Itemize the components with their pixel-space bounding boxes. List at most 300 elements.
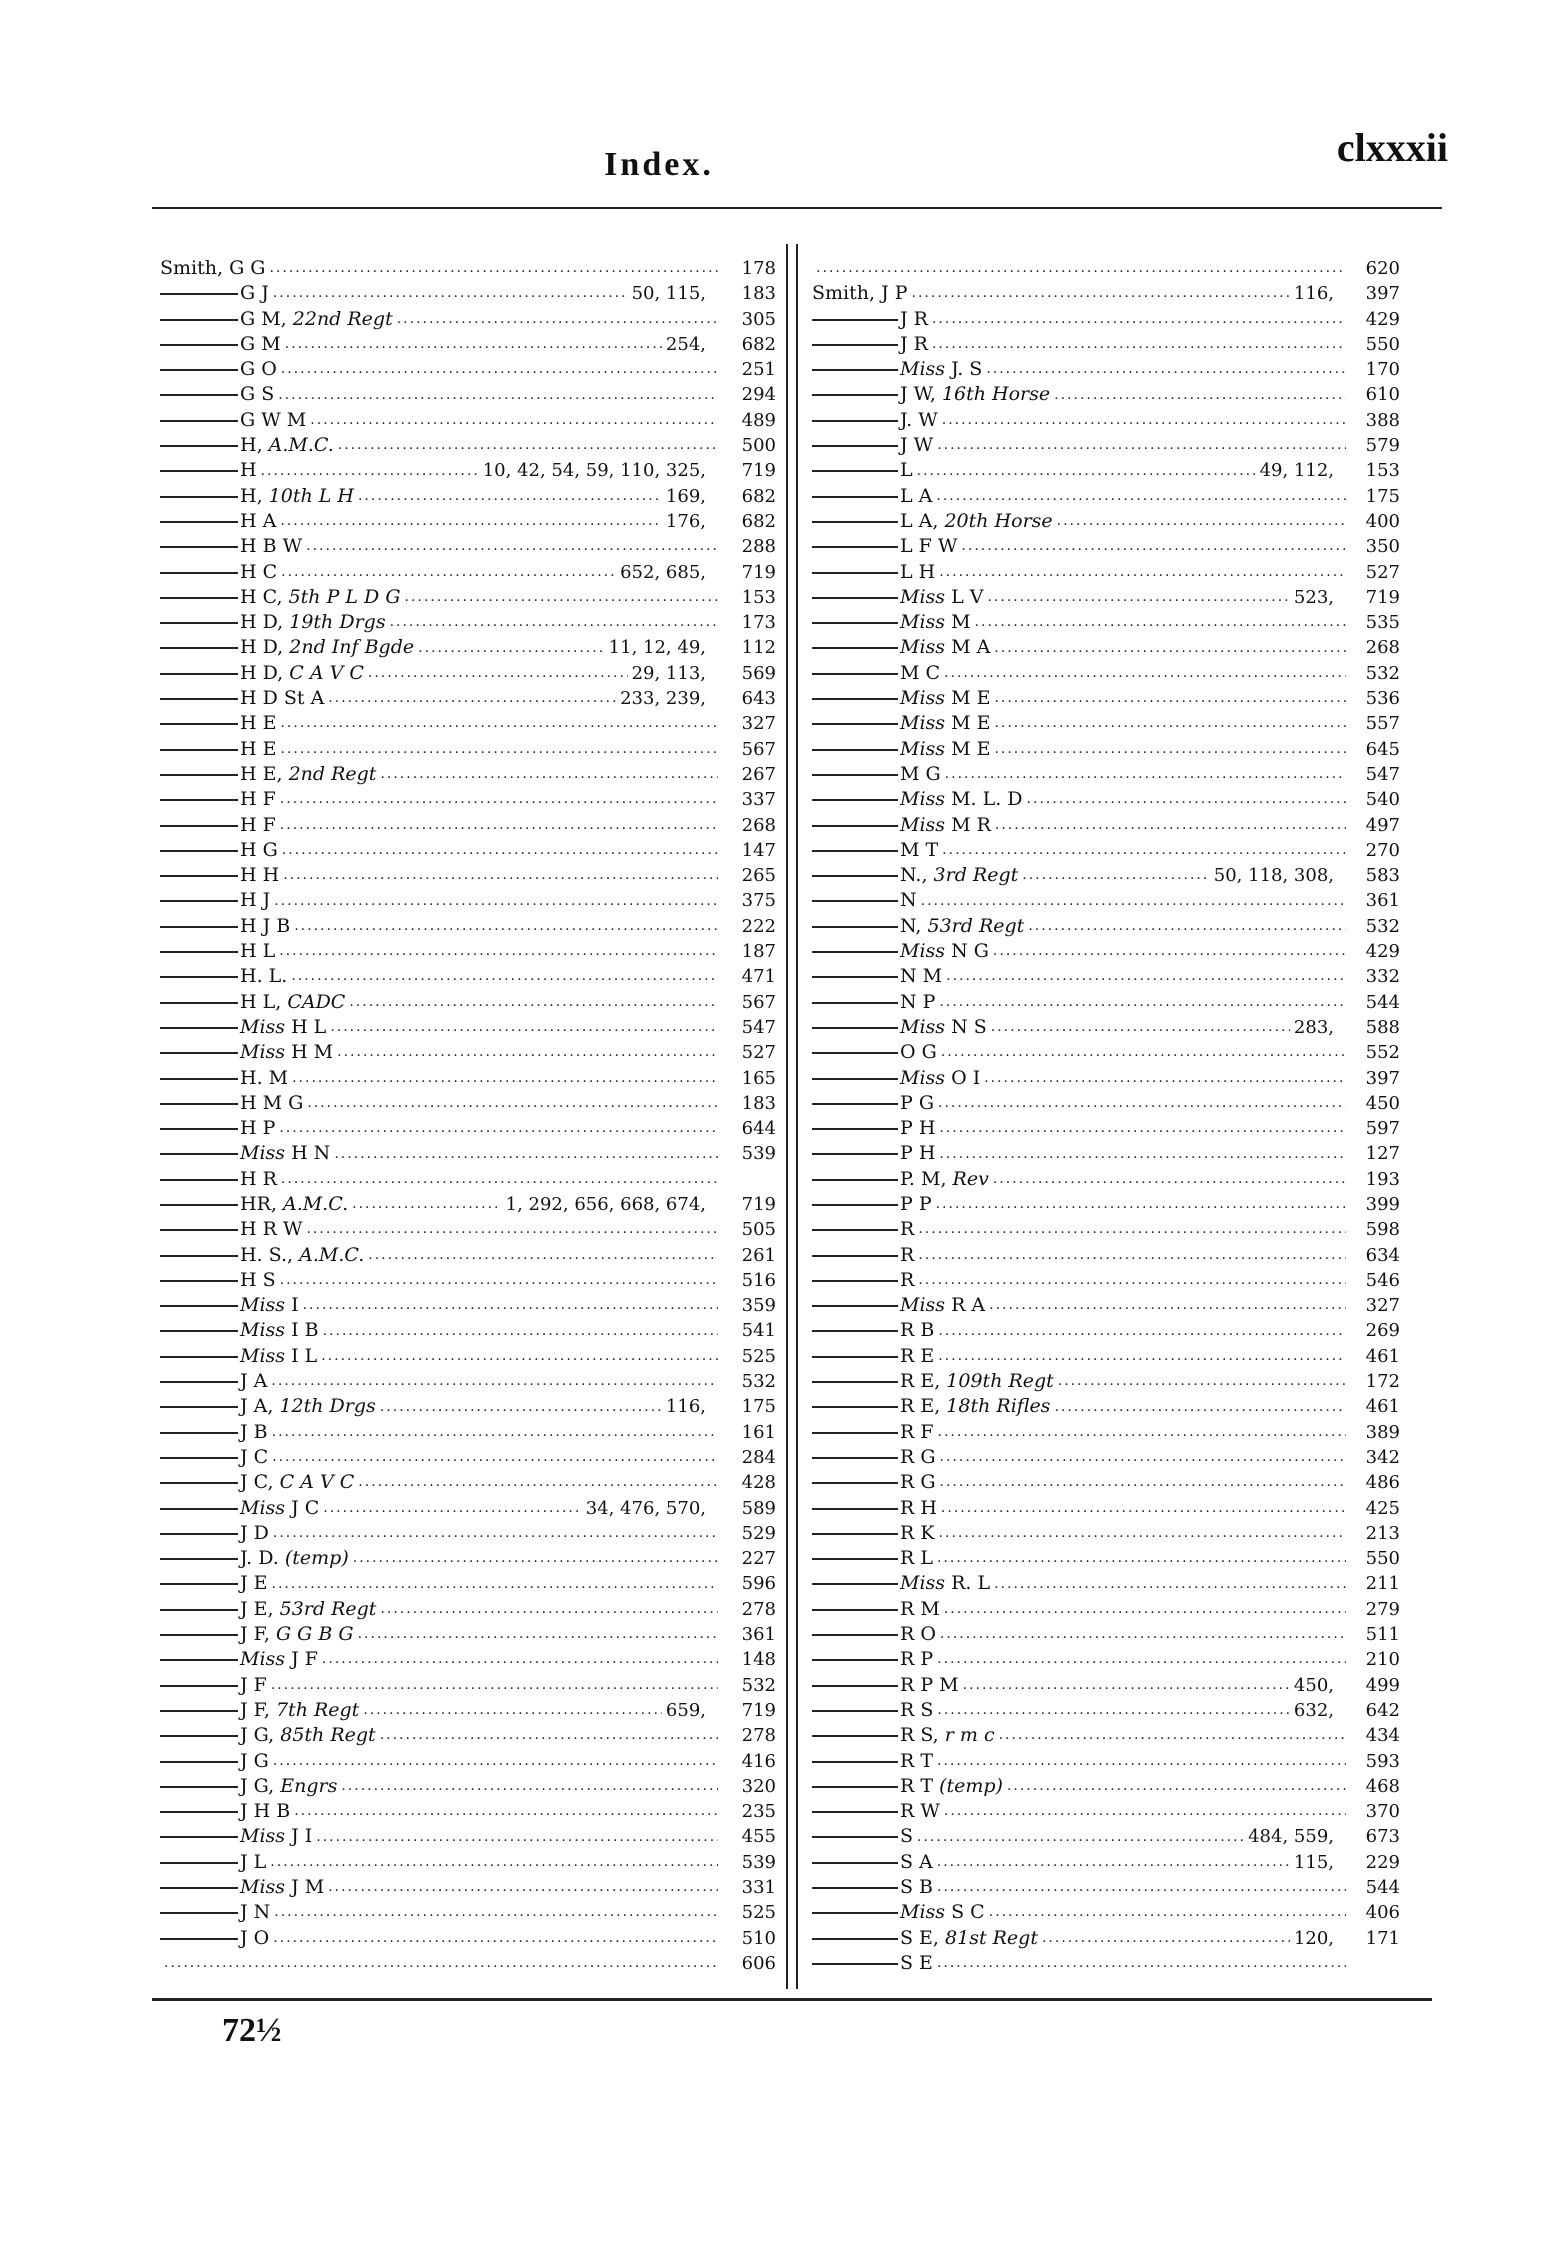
given-initials: R W (900, 1800, 940, 1823)
entry-name (160, 711, 276, 736)
page-references: 659, (665, 1699, 706, 1721)
ditto-dash (160, 1786, 238, 1788)
dot-leader (944, 1799, 1346, 1824)
entry-name (812, 1673, 959, 1698)
ditto-dash (812, 1330, 898, 1332)
ditto-dash (812, 976, 898, 978)
entry-name (160, 1040, 333, 1065)
ditto-dash (160, 1128, 238, 1130)
page-number: 455 (741, 1826, 776, 1848)
page-number: 342 (1365, 1446, 1400, 1468)
given-initials: J F (240, 1673, 267, 1696)
page-number: 388 (1365, 409, 1400, 431)
index-entry (160, 484, 776, 509)
ditto-dash (812, 1457, 898, 1459)
entry-name (160, 686, 324, 711)
page-number: 682 (741, 510, 776, 532)
ditto-dash (160, 293, 238, 295)
ditto-dash (812, 1508, 898, 1510)
dot-leader (341, 1774, 718, 1799)
page-references: 1, 292, 656, 668, 674, (505, 1193, 706, 1215)
page-number: 516 (741, 1269, 776, 1291)
dot-leader (278, 383, 718, 408)
dot-leader (294, 914, 718, 939)
entry-name (812, 1622, 936, 1647)
given-initials: R S (900, 1698, 934, 1721)
page-number: 161 (741, 1421, 776, 1443)
ditto-dash (160, 1811, 238, 1813)
given-initials: R M (900, 1597, 940, 1620)
dot-leader (941, 1496, 1346, 1521)
page-number: 320 (741, 1775, 776, 1797)
page-number: 500 (741, 435, 776, 457)
page-number: 359 (741, 1295, 776, 1317)
given-initials: L (900, 459, 913, 482)
entry-name (812, 1217, 914, 1242)
entry-name (160, 1192, 348, 1217)
dot-leader (993, 939, 1346, 964)
unit-qualifier: C A V C (279, 1471, 355, 1494)
dot-leader (310, 408, 718, 433)
given-initials: M E (951, 712, 991, 735)
ditto-dash (812, 1128, 898, 1130)
given-initials: J R (900, 307, 928, 330)
dot-leader (380, 1597, 718, 1622)
title-miss: Miss (900, 1901, 952, 1924)
ditto-dash (160, 1204, 238, 1206)
dot-leader (280, 1268, 718, 1293)
ditto-dash (160, 723, 238, 725)
ditto-dash (160, 1685, 238, 1687)
signature-mark: 72½ (222, 2012, 282, 2049)
page-number: 547 (1365, 763, 1400, 785)
page-number: 165 (741, 1067, 776, 1089)
page-number: 673 (1365, 1826, 1400, 1848)
dot-leader (941, 1040, 1346, 1065)
ditto-dash (160, 1179, 238, 1181)
ditto-dash (812, 1735, 898, 1737)
given-initials: M T (900, 838, 939, 861)
ditto-dash (160, 1583, 238, 1585)
entry-name (812, 1521, 935, 1546)
given-initials: I (291, 1294, 299, 1317)
ditto-dash (812, 749, 898, 751)
entry-name (812, 1749, 933, 1774)
given-initials: H B W (240, 535, 303, 558)
given-initials: G W M (240, 408, 307, 431)
page-number: 596 (741, 1573, 776, 1595)
index-entry (160, 610, 776, 635)
title-miss: Miss (900, 788, 952, 811)
entry-name (160, 1546, 349, 1571)
given-initials: H F (240, 813, 276, 836)
ditto-dash (812, 470, 898, 472)
dot-leader (363, 1698, 662, 1723)
index-entry (812, 585, 1400, 610)
unit-qualifier: 53rd Regt (279, 1597, 377, 1620)
given-initials: J A, (240, 1395, 280, 1418)
index-entry (160, 256, 776, 281)
page-number: 645 (1365, 738, 1400, 760)
unit-qualifier: 53rd Regt (927, 914, 1025, 937)
given-initials: I L (291, 1344, 318, 1367)
given-initials: J C (291, 1496, 320, 1519)
unit-qualifier: 18th Rifles (946, 1395, 1051, 1418)
page-number: 284 (741, 1446, 776, 1468)
entry-name (812, 661, 940, 686)
dot-leader (353, 1546, 718, 1571)
index-entry (160, 787, 776, 812)
given-initials: S B (900, 1876, 934, 1898)
ditto-dash (160, 976, 238, 978)
ditto-dash (812, 1862, 898, 1864)
given-initials: H E (240, 737, 277, 760)
page-references: 450, (1293, 1674, 1334, 1696)
title-miss: Miss (900, 585, 952, 608)
entry-name (812, 737, 990, 762)
ditto-dash (160, 1381, 238, 1383)
entry-name (160, 737, 276, 762)
ditto-dash (160, 445, 238, 447)
entry-name (812, 787, 1023, 812)
ditto-dash (160, 394, 238, 396)
entry-name (160, 1521, 269, 1546)
dot-leader (937, 1698, 1290, 1723)
entry-name (812, 711, 990, 736)
index-entry (812, 1040, 1400, 1065)
index-entry (812, 281, 1400, 306)
ditto-dash (160, 875, 238, 877)
given-initials: N, (900, 914, 928, 937)
dot-leader (368, 661, 628, 686)
dot-leader (917, 1825, 1244, 1850)
dot-leader (358, 1622, 718, 1647)
page-number: 620 (1365, 258, 1400, 279)
entry-name (160, 1723, 376, 1748)
dot-leader (937, 1850, 1290, 1875)
title-miss: Miss (240, 1142, 292, 1165)
entry-name (812, 888, 917, 913)
page-references: 176, (665, 510, 706, 532)
ditto-dash (812, 723, 898, 725)
dot-leader (330, 1015, 718, 1040)
entry-name (160, 458, 257, 483)
dot-leader (292, 1066, 718, 1091)
dot-leader (164, 1951, 718, 1976)
dot-leader (306, 1217, 718, 1242)
entry-name (812, 1774, 1003, 1799)
given-initials: H. M (240, 1066, 289, 1089)
ditto-dash (812, 1659, 898, 1661)
title-miss: Miss (900, 636, 952, 659)
entry-name (160, 990, 345, 1015)
given-initials: J I (291, 1825, 313, 1848)
page-number: 579 (1365, 435, 1400, 457)
dot-leader (995, 813, 1346, 838)
page-number: 361 (1365, 890, 1400, 912)
page-number: 429 (1365, 308, 1400, 330)
index-entry (812, 1900, 1400, 1925)
title-miss: Miss (240, 1496, 292, 1519)
dot-leader (352, 1192, 502, 1217)
index-entry (160, 1875, 776, 1900)
given-initials: R A (951, 1294, 986, 1317)
entry-name (812, 560, 935, 585)
index-entry (160, 1850, 776, 1875)
entry-name (812, 914, 1024, 939)
page-number: 416 (741, 1750, 776, 1772)
surname: Smith, (160, 257, 230, 279)
index-entry (812, 762, 1400, 787)
page-number: 279 (1365, 1598, 1400, 1620)
page-number: 527 (1365, 561, 1400, 583)
ditto-dash (160, 1457, 238, 1459)
page-number: 227 (741, 1548, 776, 1570)
ditto-dash (160, 470, 238, 472)
given-initials: H C, (240, 585, 289, 608)
ditto-dash (160, 1027, 238, 1029)
index-entry (160, 1268, 776, 1293)
index-entry (160, 838, 776, 863)
given-initials: H H (240, 864, 280, 887)
ditto-dash (160, 546, 238, 548)
page-number: 486 (1365, 1472, 1400, 1494)
given-initials: J. S (951, 358, 983, 381)
entry-name (812, 610, 971, 635)
entry-name (160, 939, 275, 964)
page-references: 115, (1293, 1851, 1334, 1873)
page-number: 172 (1365, 1371, 1400, 1393)
page-number: 634 (1365, 1244, 1400, 1266)
entry-name (812, 534, 957, 559)
dot-leader (944, 661, 1346, 686)
dot-leader (281, 1167, 718, 1192)
unit-qualifier: C A V C (289, 661, 364, 684)
dot-leader (963, 1673, 1290, 1698)
given-initials: H L, (240, 990, 288, 1013)
dot-leader (940, 1445, 1346, 1470)
page-number-roman: clxxxii (1336, 125, 1448, 170)
entry-name (160, 610, 386, 635)
given-initials: R T (900, 1749, 934, 1772)
given-initials: H R (240, 1167, 277, 1190)
index-entry (812, 534, 1400, 559)
page-number: 546 (1365, 1269, 1400, 1291)
page-number: 511 (1365, 1624, 1400, 1646)
ditto-dash (812, 1558, 898, 1560)
page-number: 471 (741, 966, 776, 988)
ditto-dash (160, 1508, 238, 1510)
unit-qualifier: 85th Regt (280, 1724, 376, 1747)
dot-leader (307, 1091, 718, 1116)
index-entry (160, 1040, 776, 1065)
index-entry (160, 1141, 776, 1166)
page-number: 598 (1365, 1219, 1400, 1241)
entry-name (812, 1875, 933, 1900)
index-entry (812, 1167, 1400, 1192)
index-entry (812, 1445, 1400, 1470)
page-number: 610 (1365, 384, 1400, 406)
entry-name (812, 990, 935, 1015)
dot-leader (989, 1900, 1346, 1925)
index-entry (160, 1749, 776, 1774)
entry-name (160, 332, 281, 357)
ditto-dash (812, 1027, 898, 1029)
given-initials: M R (951, 813, 991, 836)
dot-leader (986, 357, 1346, 382)
given-initials: J L (240, 1850, 267, 1873)
page-number: 268 (741, 814, 776, 836)
page-number: 425 (1365, 1497, 1400, 1519)
ditto-dash (160, 1153, 238, 1155)
ditto-dash (160, 1887, 238, 1889)
index-heading: Index. (604, 146, 714, 183)
index-entry (160, 382, 776, 407)
page-references: 254, (665, 333, 706, 355)
index-entry (812, 1875, 1400, 1900)
index-entry (812, 1420, 1400, 1445)
dot-leader (280, 737, 718, 762)
ditto-dash (160, 951, 238, 953)
given-initials: M. L. D (951, 788, 1023, 811)
page-number: 171 (1365, 1927, 1400, 1949)
ditto-dash (160, 1280, 238, 1282)
ditto-dash (812, 1836, 898, 1838)
title-miss: Miss (900, 1015, 952, 1038)
ditto-dash (160, 799, 238, 801)
entry-name (812, 1116, 935, 1141)
page-number: 178 (741, 258, 776, 279)
ditto-dash (160, 369, 238, 371)
entry-name (812, 1091, 934, 1116)
page-number: 489 (741, 409, 776, 431)
index-entry (160, 1167, 776, 1192)
dot-leader (291, 964, 718, 989)
page-number: 210 (1365, 1649, 1400, 1671)
given-initials: G S (240, 383, 275, 406)
dot-leader (987, 585, 1289, 610)
given-initials: R T (900, 1774, 940, 1797)
dot-leader (938, 1091, 1346, 1116)
entry-name (160, 1673, 267, 1698)
dot-leader (944, 1597, 1346, 1622)
unit-qualifier: 16th Horse (941, 383, 1051, 406)
entry-name (160, 1268, 276, 1293)
page-references: 120, (1293, 1927, 1334, 1949)
page-number: 547 (741, 1016, 776, 1038)
dot-leader (937, 433, 1346, 458)
page-number: 193 (1365, 1168, 1400, 1190)
page-number: 270 (1365, 839, 1400, 861)
page-number: 229 (1365, 1851, 1400, 1873)
page-number: 361 (741, 1624, 776, 1646)
left-column (160, 256, 776, 1991)
ditto-dash (812, 951, 898, 953)
ditto-dash (812, 319, 898, 321)
ditto-dash (812, 1280, 898, 1282)
entry-name (812, 1824, 913, 1849)
page-number: 265 (741, 865, 776, 887)
unit-qualifier: A.M.C. (299, 1243, 365, 1266)
dot-leader (961, 534, 1346, 559)
index-entry (812, 357, 1400, 382)
entry-name (160, 560, 277, 585)
page-number: 597 (1365, 1118, 1400, 1140)
entry-name (160, 1420, 268, 1445)
page-number: 213 (1365, 1522, 1400, 1544)
given-initials: M E (951, 737, 991, 760)
given-initials: R K (900, 1521, 935, 1544)
page-references: 283, (1293, 1016, 1334, 1038)
ditto-dash (812, 1052, 898, 1054)
ditto-dash (160, 1558, 238, 1560)
entry-name (160, 1850, 266, 1875)
given-initials: H D, (240, 661, 290, 684)
given-initials: H. S., (240, 1243, 300, 1266)
given-initials: M A (951, 636, 991, 659)
entry-name (160, 888, 270, 913)
index-entry (160, 307, 776, 332)
given-initials: H S (240, 1268, 276, 1291)
entry-name (812, 635, 990, 660)
index-entry (160, 990, 776, 1015)
unit-qualifier: 109th Regt (946, 1370, 1054, 1393)
index-entry (160, 1521, 776, 1546)
dot-leader (283, 863, 718, 888)
dot-leader (918, 1268, 1346, 1293)
dot-leader (917, 459, 1256, 484)
page-references: 484, 559, (1248, 1826, 1334, 1848)
page-number: 450 (1365, 1092, 1400, 1114)
dot-leader (349, 990, 718, 1015)
dot-leader (994, 1572, 1346, 1597)
entry-name (812, 1268, 914, 1293)
entry-name (160, 1318, 319, 1343)
page-number: 406 (1365, 1902, 1400, 1924)
page-number: 567 (741, 738, 776, 760)
dot-leader (328, 1875, 718, 1900)
ditto-dash (812, 900, 898, 902)
page-number: 153 (1365, 460, 1400, 482)
index-entry (812, 458, 1400, 483)
page-number: 682 (741, 333, 776, 355)
entry-name (160, 534, 302, 559)
index-entry (160, 1546, 776, 1571)
index-entry (812, 914, 1400, 939)
ditto-dash (160, 1078, 238, 1080)
ditto-dash (812, 1634, 898, 1636)
page-number: 589 (741, 1497, 776, 1519)
dot-leader (1028, 914, 1346, 939)
page-number: 170 (1365, 359, 1400, 381)
given-initials: H E (240, 712, 277, 735)
column-divider (786, 244, 798, 1989)
index-entry (812, 1141, 1400, 1166)
title-miss: Miss (240, 1294, 292, 1317)
page-number: 183 (741, 283, 776, 305)
dot-leader (918, 1217, 1346, 1242)
ditto-dash (160, 1862, 238, 1864)
given-initials: J O (240, 1926, 270, 1949)
ditto-dash (160, 1609, 238, 1611)
entry-name (160, 1900, 270, 1925)
ditto-dash (160, 1710, 238, 1712)
entry-name (812, 1496, 937, 1521)
index-entry (160, 458, 776, 483)
index-entry (812, 1369, 1400, 1394)
index-entry (160, 1951, 776, 1976)
index-entry (160, 1496, 776, 1521)
